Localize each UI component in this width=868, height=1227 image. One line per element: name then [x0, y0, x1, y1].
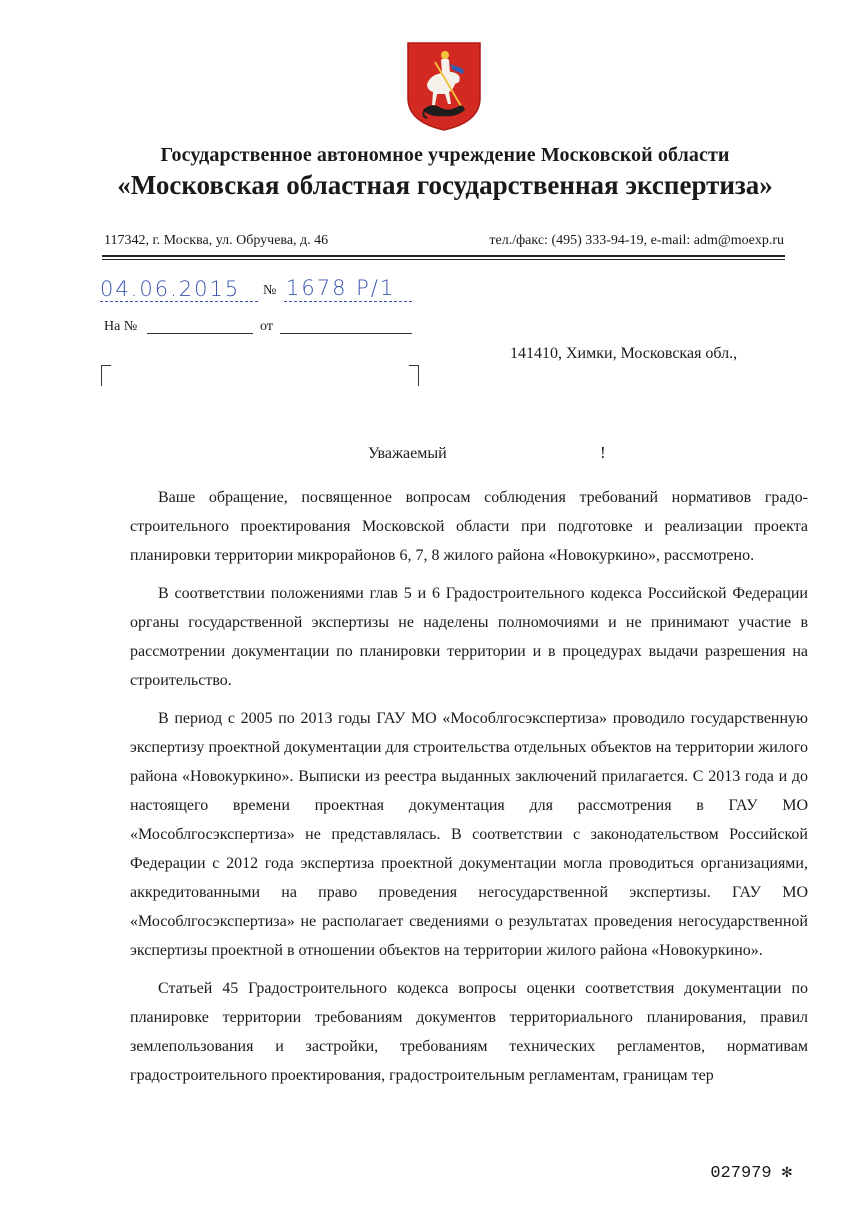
reply-number-blank: [147, 333, 253, 334]
coat-of-arms-icon: [405, 40, 483, 132]
salutation: Уважаемый: [368, 445, 447, 462]
number-sign: №: [263, 283, 277, 298]
organization-name: «Московская областная государственная экспертиза»: [117, 170, 773, 200]
date-underline: [100, 301, 258, 302]
reply-date-blank: [280, 333, 412, 334]
salutation-exclamation: !: [600, 443, 606, 462]
registration-number: 1678 Р/1: [286, 276, 396, 300]
body-paragraph-1: Ваше обращение, посвященное вопросам соблюдения требований нормативов градостроительного проектирования Московской области при подготовке и реализации проекта планировки территории микрорайонов 6, 7, 8 жилого района «Новокуркино», рассмотрено.: [130, 489, 808, 564]
address-corner-left: [101, 365, 111, 386]
form-serial-number: 027979 ✻: [710, 1164, 792, 1183]
letter-body: [130, 483, 808, 1099]
header-divider-thin: [102, 259, 785, 260]
registration-date: 04.06.2015: [100, 277, 241, 301]
organization-type: Государственное автономное учреждение Московской области: [160, 144, 730, 166]
address-corner-right: [409, 365, 419, 386]
body-paragraph-4: Статьей 45 Градостроительного кодекса вопросы оценки соответствия документации по планировке территории требованиям документов территориального планирования, правил землепользования и застройки, требованиям технических регламентов, нормативам градостроительного проектирования, градостроительным регламентам, границам тер: [130, 980, 808, 1084]
body-paragraph-3: В период с 2005 по 2013 годы ГАУ МО «Мособлгосэкспертиза» проводило государственную экспертизу проектной документации для строительства отдельных объектов на территории жилого района «Новокуркино». Выписки из реестра выданных заключений прилагается. С 2013 года и до настоящего времени проектная документация для рассмотрения в ГАУ МО «Мособлгосэкспертиза» не представлялась. В соответствии с законодательством Российской Федерации с 2012 года экспертиза проектной документации могла проводиться организациями, аккредитованными на право проведения негосударственной экспертизы. ГАУ МО «Мособлгосэкспертиза» не располагает сведениями о результатах проведения негосударственной экспертизы проектной в отношении объектов на территории жилого района «Новокуркино».: [130, 710, 808, 959]
recipient-address: 141410, Химки, Московская обл.,: [510, 345, 738, 362]
from-label: от: [260, 319, 273, 334]
organization-address: 117342, г. Москва, ул. Обручева, д. 46: [104, 233, 329, 248]
body-paragraph-2: В соответствии положениями глав 5 и 6 Градостроительного кодекса Российской Федерации органы государственной экспертизы не наделены полномочиями и не принимают участие в рассмотрении документации по планировки территории и в процедурах выдачи разрешения на строительство.: [130, 585, 808, 689]
organization-contacts: тел./факс: (495) 333-94-19, e-mail: adm@moexp.ru: [489, 233, 784, 248]
reply-to-label: На №: [104, 319, 138, 334]
number-underline: [284, 301, 412, 302]
header-divider: [102, 255, 785, 257]
